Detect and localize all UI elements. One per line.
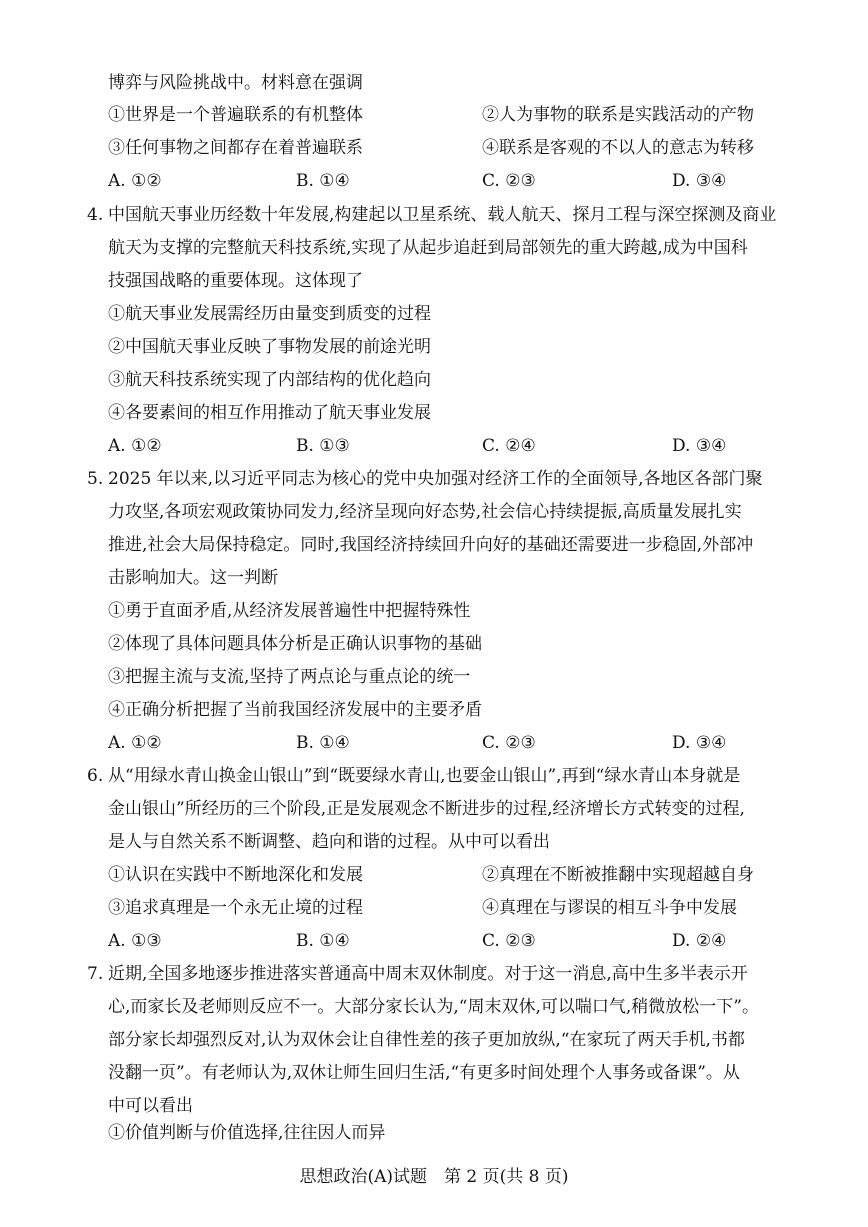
q4-stem-line: 技强国战略的重要体现。这体现了 xyxy=(108,271,363,291)
q7-stem-line: 没翻一页”。有老师认为,双休让师生回归生活,“有更多时间处理个人事务或备课”。从 xyxy=(108,1063,740,1083)
q6-option-1: ①认识在实践中不断地深化和发展 xyxy=(108,865,363,885)
q5-stem-line: 2025 年以来,以习近平同志为核心的党中央加强对经济工作的全面领导,各地区各部门聚 xyxy=(108,469,763,489)
q3-option-4: ④联系是客观的不以人的意志为转移 xyxy=(482,138,754,158)
q7-number: 7. xyxy=(87,964,104,984)
q6-option-4: ④真理在与谬误的相互斗争中发展 xyxy=(482,898,737,918)
q7-stem-line: 中可以看出 xyxy=(108,1096,193,1116)
q4-stem-line: 中国航天事业历经数十年发展,构建起以卫星系统、载人航天、探月工程与深空探测及商业 xyxy=(108,205,777,225)
q7-option-1: ①价值判断与价值选择,往往因人而异 xyxy=(108,1123,386,1143)
q6-option-2: ②真理在不断被推翻中实现超越自身 xyxy=(482,865,754,885)
q7-stem-line: 部分家长却强烈反对,认为双休会让自律性差的孩子更加放纵,“在家玩了两天手机,书都 xyxy=(108,1030,745,1050)
q6-stem-line: 从“用绿水青山换金山银山”到“既要绿水青山,也要金山银山”,再到“绿水青山本身就是 xyxy=(108,766,741,786)
q6-stem-line: 金山银山”所经历的三个阶段,正是发展观念不断进步的过程,经济增长方式转变的过程, xyxy=(108,799,745,819)
q5-answer-c: C. ②③ xyxy=(482,733,536,753)
q3-answer-a: A. ①② xyxy=(108,171,162,191)
q5-option-3: ③把握主流与支流,坚持了两点论与重点论的统一 xyxy=(108,667,471,687)
q5-answer-a: A. ①② xyxy=(108,733,162,753)
q3-option-3: ③任何事物之间都存在着普遍联系 xyxy=(108,138,363,158)
q6-stem-line: 是人与自然关系不断调整、趋向和谐的过程。从中可以看出 xyxy=(108,832,550,852)
q7-stem-line: 近期,全国多地逐步推进落实普通高中周末双休制度。对于这一消息,高中生多半表示开 xyxy=(108,964,748,984)
q4-option-2: ②中国航天事业反映了事物发展的前途光明 xyxy=(108,337,431,357)
q4-option-3: ③航天科技系统实现了内部结构的优化趋向 xyxy=(108,370,431,390)
q4-number: 4. xyxy=(87,205,104,225)
q6-answer-a: A. ①③ xyxy=(108,931,162,951)
q5-answer-d: D. ③④ xyxy=(672,733,727,753)
q5-answer-b: B. ①④ xyxy=(296,733,350,753)
q5-stem-line: 力攻坚,各项宏观政策协同发力,经济呈现向好态势,社会信心持续提振,高质量发展扎实 xyxy=(108,502,742,522)
q4-option-1: ①航天事业发展需经历由量变到质变的过程 xyxy=(108,304,431,324)
q7-stem-line: 心,而家长及老师则反应不一。大部分家长认为,“周末双休,可以喘口气,稍微放松一下”。 xyxy=(108,997,759,1017)
q6-number: 6. xyxy=(87,766,104,786)
q5-number: 5. xyxy=(87,469,104,489)
q3-answer-c: C. ②③ xyxy=(482,171,536,191)
q3-option-1: ①世界是一个普遍联系的有机整体 xyxy=(108,105,363,125)
q3-answer-d: D. ③④ xyxy=(672,171,727,191)
q5-option-4: ④正确分析把握了当前我国经济发展中的主要矛盾 xyxy=(108,700,482,720)
q4-answer-a: A. ①② xyxy=(108,436,162,456)
q4-answer-b: B. ①③ xyxy=(296,436,350,456)
page-footer: 思想政治(A)试题 第 2 页(共 8 页) xyxy=(299,1167,569,1187)
q5-option-1: ①勇于直面矛盾,从经济发展普遍性中把握特殊性 xyxy=(108,601,471,621)
q6-answer-c: C. ②③ xyxy=(482,931,536,951)
q4-option-4: ④各要素间的相互作用推动了航天事业发展 xyxy=(108,403,431,423)
q4-answer-c: C. ②④ xyxy=(482,436,536,456)
q3-stem-tail: 博弈与风险挑战中。材料意在强调 xyxy=(108,73,363,93)
q5-stem-line: 击影响加大。这一判断 xyxy=(108,568,278,588)
q6-answer-b: B. ①④ xyxy=(296,931,350,951)
q6-option-3: ③追求真理是一个永无止境的过程 xyxy=(108,898,363,918)
q3-option-2: ②人为事物的联系是实践活动的产物 xyxy=(482,105,754,125)
q5-option-2: ②体现了具体问题具体分析是正确认识事物的基础 xyxy=(108,634,482,654)
q5-stem-line: 推进,社会大局保持稳定。同时,我国经济持续回升向好的基础还需要进一步稳固,外部冲 xyxy=(108,535,754,555)
q6-answer-d: D. ②④ xyxy=(672,931,727,951)
q3-answer-b: B. ①④ xyxy=(296,171,350,191)
q4-stem-line: 航天为支撑的完整航天科技系统,实现了从起步追赶到局部领先的重大跨越,成为中国科 xyxy=(108,238,748,258)
q4-answer-d: D. ③④ xyxy=(672,436,727,456)
